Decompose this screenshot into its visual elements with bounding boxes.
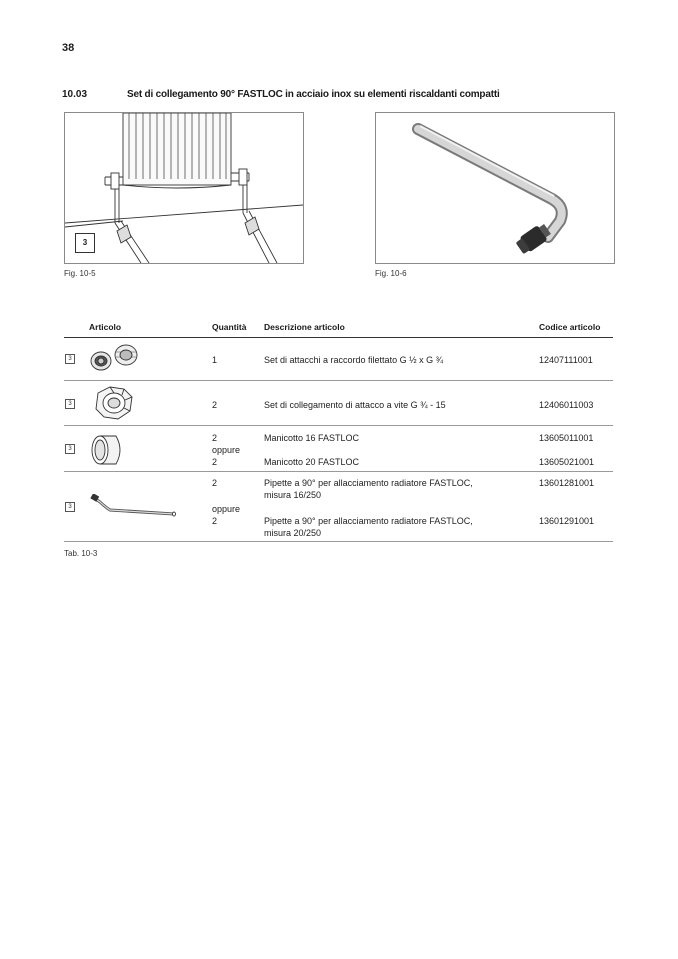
figure-radiator-installation — [64, 112, 304, 264]
figure-badge: 3 — [75, 233, 95, 253]
item-ref-marker: 3 — [65, 354, 75, 364]
figure-caption-10-5: Fig. 10-5 — [64, 269, 96, 278]
table-caption: Tab. 10-3 — [64, 549, 98, 558]
row-divider — [64, 471, 613, 472]
description: Pipette a 90° per allacciamento radiatore FASTLOC, — [264, 516, 473, 526]
item-ref-marker: 3 — [65, 502, 75, 512]
col-header-descrizione: Descrizione articolo — [264, 322, 345, 332]
table-bottom-rule — [64, 541, 613, 542]
pipe-drawing — [376, 113, 614, 263]
item-image-sleeve — [90, 432, 126, 473]
qty: 2 — [212, 516, 218, 526]
page-number: 38 — [62, 42, 75, 54]
description: misura 16/250 — [264, 490, 322, 500]
item-ref-marker: 3 — [65, 444, 75, 454]
qty: 2 — [212, 433, 218, 443]
qty: 2 — [212, 478, 218, 488]
section-number: 10.03 — [62, 89, 88, 100]
header-rule — [64, 337, 613, 338]
description: Pipette a 90° per allacciamento radiatore FASTLOC, — [264, 478, 473, 488]
description: Set di collegamento di attacco a vite G ¾ - 15 — [264, 400, 446, 410]
article-code: 13601281001 — [539, 478, 595, 488]
radiator-drawing — [65, 113, 303, 263]
item-image-fitting-set — [88, 343, 140, 378]
description: Manicotto 20 FASTLOC — [264, 457, 360, 467]
item-image-pipe-90 — [90, 494, 178, 523]
article-code: 13605021001 — [539, 457, 595, 467]
figure-caption-10-6: Fig. 10-6 — [375, 269, 407, 278]
article-code: 12406011003 — [539, 400, 594, 410]
article-code: 12407111001 — [539, 355, 593, 365]
description: Manicotto 16 FASTLOC — [264, 433, 360, 443]
qty-or: oppure — [212, 504, 241, 514]
col-header-quantita: Quantità — [212, 322, 247, 332]
qty: 2 — [212, 400, 218, 410]
qty-or: oppure — [212, 445, 241, 455]
section-title: Set di collegamento 90° FASTLOC in acciaio inox su elementi riscaldanti compatti — [127, 89, 500, 100]
col-header-codice: Codice articolo — [539, 322, 601, 332]
item-ref-marker: 3 — [65, 399, 75, 409]
article-code: 13605011001 — [539, 433, 594, 443]
row-divider — [64, 425, 613, 426]
qty: 1 — [212, 355, 218, 365]
qty: 2 — [212, 457, 218, 467]
description: misura 20/250 — [264, 528, 322, 538]
item-image-screw-connection — [92, 385, 136, 426]
article-code: 13601291001 — [539, 516, 595, 526]
description: Set di attacchi a raccordo filettato G ½ x G ¾ — [264, 355, 444, 365]
row-divider — [64, 380, 613, 381]
figure-pipe-90 — [375, 112, 615, 264]
col-header-articolo: Articolo — [89, 322, 122, 332]
